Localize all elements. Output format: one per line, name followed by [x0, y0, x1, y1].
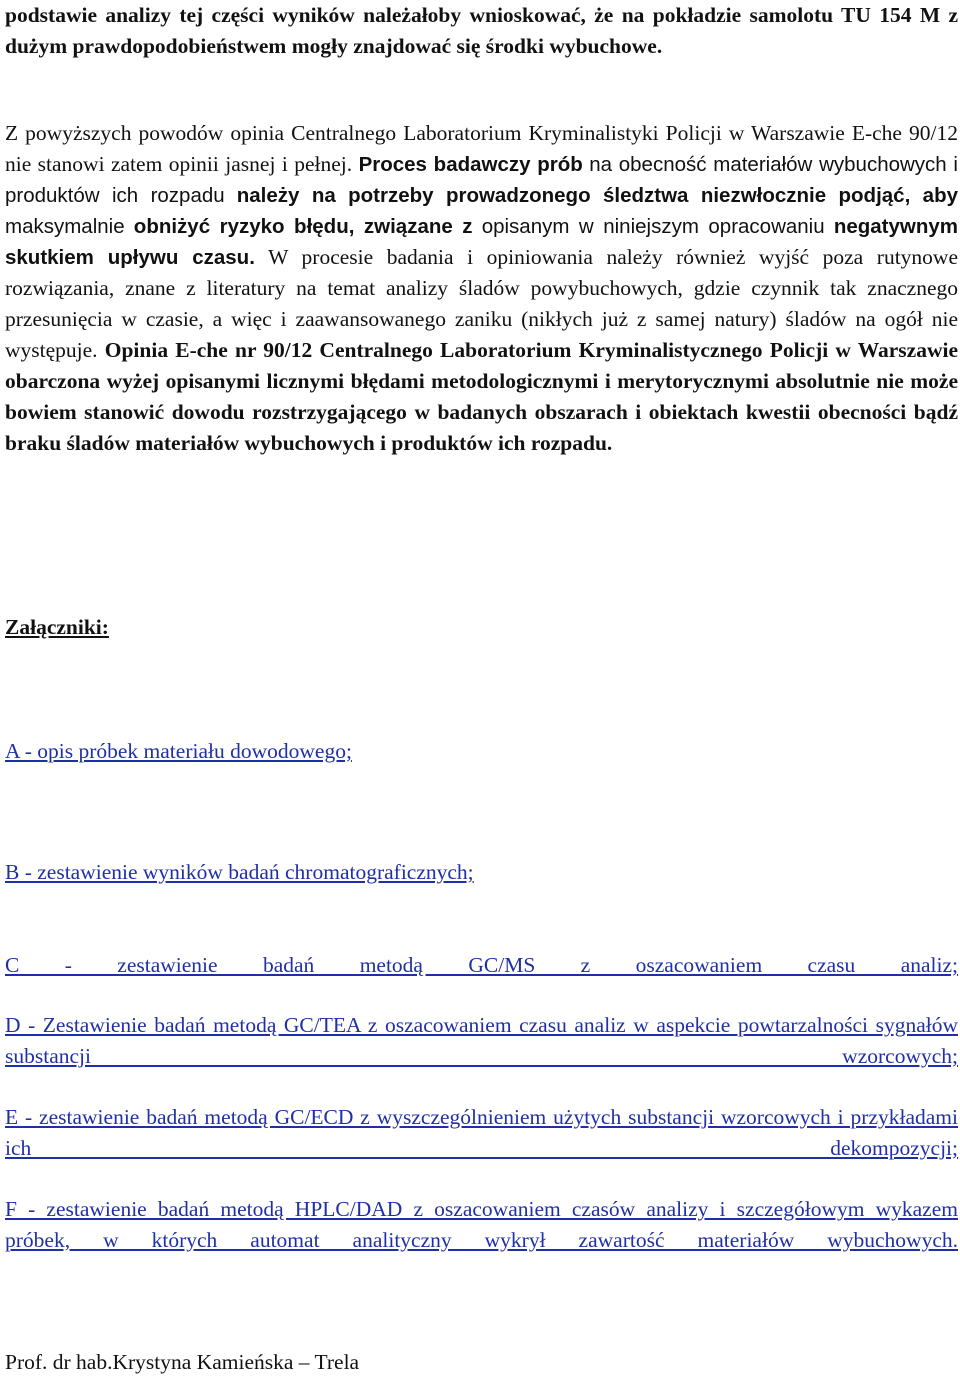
- attachment-link-b[interactable]: B - zestawienie wyników badań chromatograficznych;: [5, 860, 474, 884]
- attachment-link-e[interactable]: E - zestawienie badań metodą GC/ECD z wyszczególnieniem użytych substancji wzorcowych i przykładami ich dekompozycji;: [5, 1105, 958, 1160]
- paragraph-conclusion-text: podstawie analizy tej części wyników należałoby wnioskować, że na pokładzie samolotu TU 154 M z dużym prawdopodobieństwem mogły znajdować się środki wybuchowe.: [5, 3, 958, 58]
- attachment-link-a[interactable]: A - opis próbek materiału dowodowego;: [5, 739, 352, 763]
- assessment-sentence-10: Opinia E-che nr 90/12 Centralnego Laboratorium Kryminalistycznego Policji w Warszawie obarczona wyżej opisanymi licznymi błędami metodologicznymi i merytorycznymi absolutnie nie może bowiem stanowić dowodu rozstrzygającego w badanych obszarach i obiektach kwestii obecności bądź braku śladów materiałów wybuchowych i produktów ich rozpadu.: [5, 338, 959, 455]
- assessment-sentence-7: opisanym w niniejszym opracowaniu: [481, 215, 825, 238]
- assessment-sentence-5: maksymalnie: [5, 215, 125, 238]
- assessment-sentence-6: obniżyć ryzyko błędu, związane z: [133, 215, 473, 238]
- assessment-sentence-3: na obecność materiałów wybuchowych i produktów ich rozpadu: [5, 153, 958, 207]
- assessment-sentence-8: negatywnym skutkiem upływu czasu.: [5, 215, 958, 269]
- attachment-link-c[interactable]: C - zestawienie badań metodą GC/MS z oszacowaniem czasu analiz;: [5, 953, 958, 977]
- assessment-sentence-2: Proces badawczy prób: [358, 153, 583, 176]
- paragraph-assessment: [5, 118, 958, 459]
- author-signature: Prof. dr hab.Krystyna Kamieńska – Trela: [5, 1350, 360, 1374]
- attachment-link-d[interactable]: D - Zestawienie badań metodą GC/TEA z oszacowaniem czasu analiz w aspekcie powtarzalności sygnałów substancji wzorcowych;: [5, 1013, 958, 1068]
- paragraph-conclusion: [5, 0, 958, 62]
- assessment-sentence-1: Z powyższych powodów opinia Centralnego Laboratorium Kryminalistyki Policji w Warszawie E-che 90/12 nie stanowi zatem opinii jasnej i pełnej.: [5, 121, 958, 176]
- attachments-heading: Załączniki:: [5, 615, 109, 639]
- attachment-link-f[interactable]: F - zestawienie badań metodą HPLC/DAD z oszacowaniem czasów analizy i szczegółowym wykazem próbek, w których automat analityczny wykrył zawartość materiałów wybuchowych.: [5, 1197, 958, 1252]
- assessment-sentence-4: należy na potrzeby prowadzonego śledztwa niezwłocznie podjąć, aby: [236, 184, 958, 207]
- assessment-sentence-9: W procesie badania i opiniowania należy również wyjść poza rutynowe rozwiązania, znane z literatury na temat analizy śladów powybuchowych, gdzie czynnik tak znacznego przesunięcia w czasie, a więc i zaawansowanego zaniku (nikłych już z samej natury) śladów na ogół nie występuje.: [5, 245, 958, 362]
